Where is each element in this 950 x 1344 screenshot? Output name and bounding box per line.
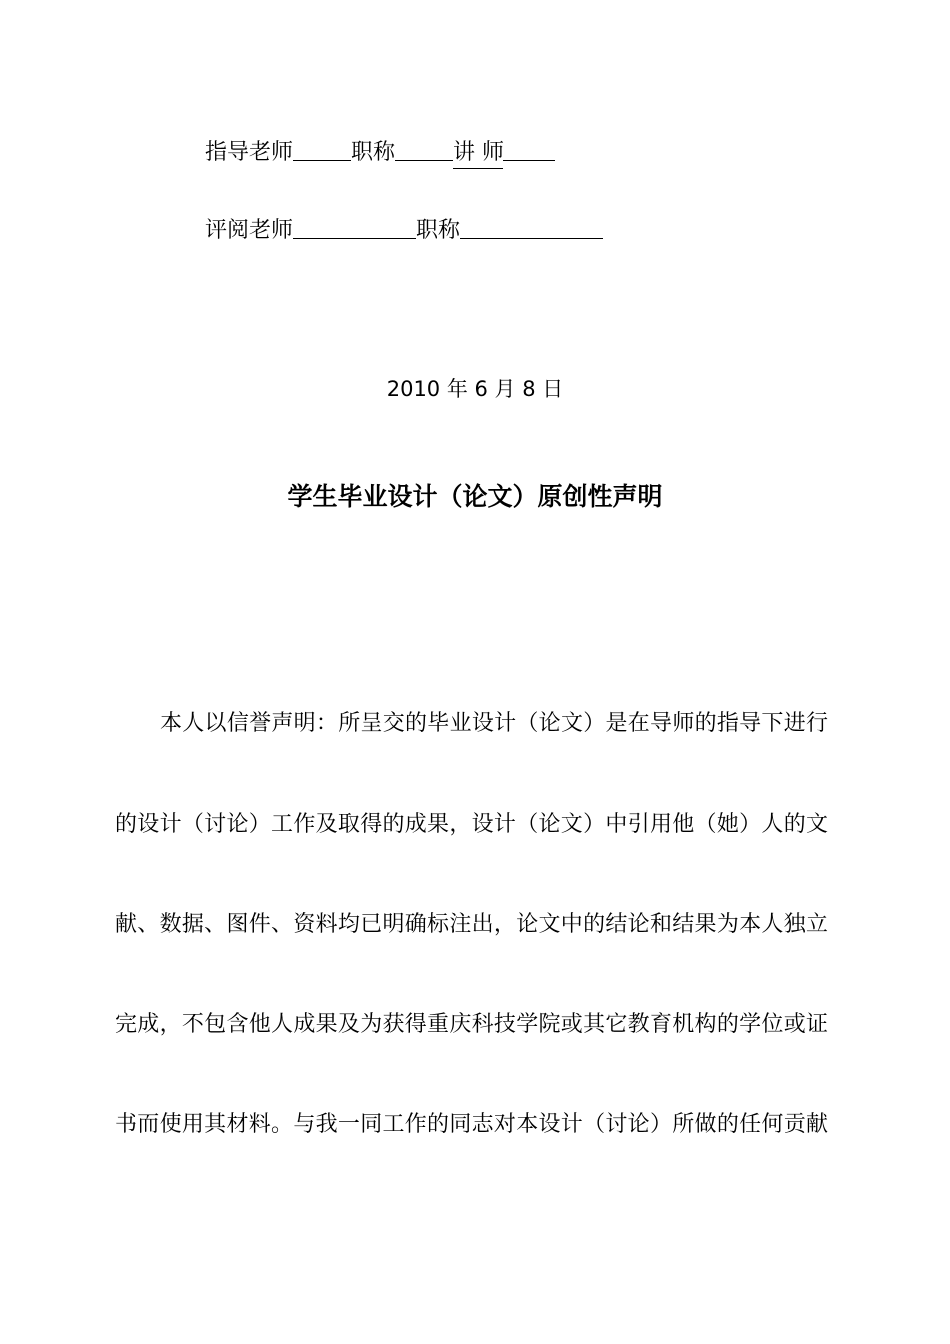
advisor-title-blank-right <box>503 138 555 161</box>
advisor-title-label: 职称 <box>351 140 396 165</box>
reviewer-title-label: 职称 <box>416 218 461 243</box>
date: 2010 年 6 月 8 日 <box>386 377 564 401</box>
advisor-signature-line <box>205 136 555 169</box>
reviewer-name-blank <box>293 216 416 239</box>
reviewer-signature-line <box>205 214 603 246</box>
reviewer-label: 评阅老师 <box>205 218 294 243</box>
advisor-label: 指导老师 <box>205 140 294 165</box>
declaration-paragraph-line: 的设计（讨论）工作及取得的成果，设计（论文）中引用他（她）人的文 <box>115 812 828 837</box>
advisor-title-value: 讲 师 <box>453 138 503 169</box>
declaration-paragraph-line: 完成，不包含他人成果及为获得重庆科技学院或其它教育机构的学位或证 <box>115 1012 828 1037</box>
declaration-paragraph-line: 献、数据、图件、资料均已明确标注出，论文中的结论和结果为本人独立 <box>115 912 828 937</box>
reviewer-title-blank <box>460 216 603 239</box>
declaration-paragraph-line: 本人以信誉声明：所呈交的毕业设计（论文）是在导师的指导下进行 <box>160 711 828 736</box>
advisor-title-blank-left <box>395 138 453 161</box>
declaration-paragraph-line: 书而使用其材料。与我一同工作的同志对本设计（讨论）所做的任何贡献 <box>115 1112 828 1137</box>
declaration-title: 学生毕业设计（论文）原创性声明 <box>287 482 663 511</box>
advisor-name-blank <box>293 138 351 161</box>
